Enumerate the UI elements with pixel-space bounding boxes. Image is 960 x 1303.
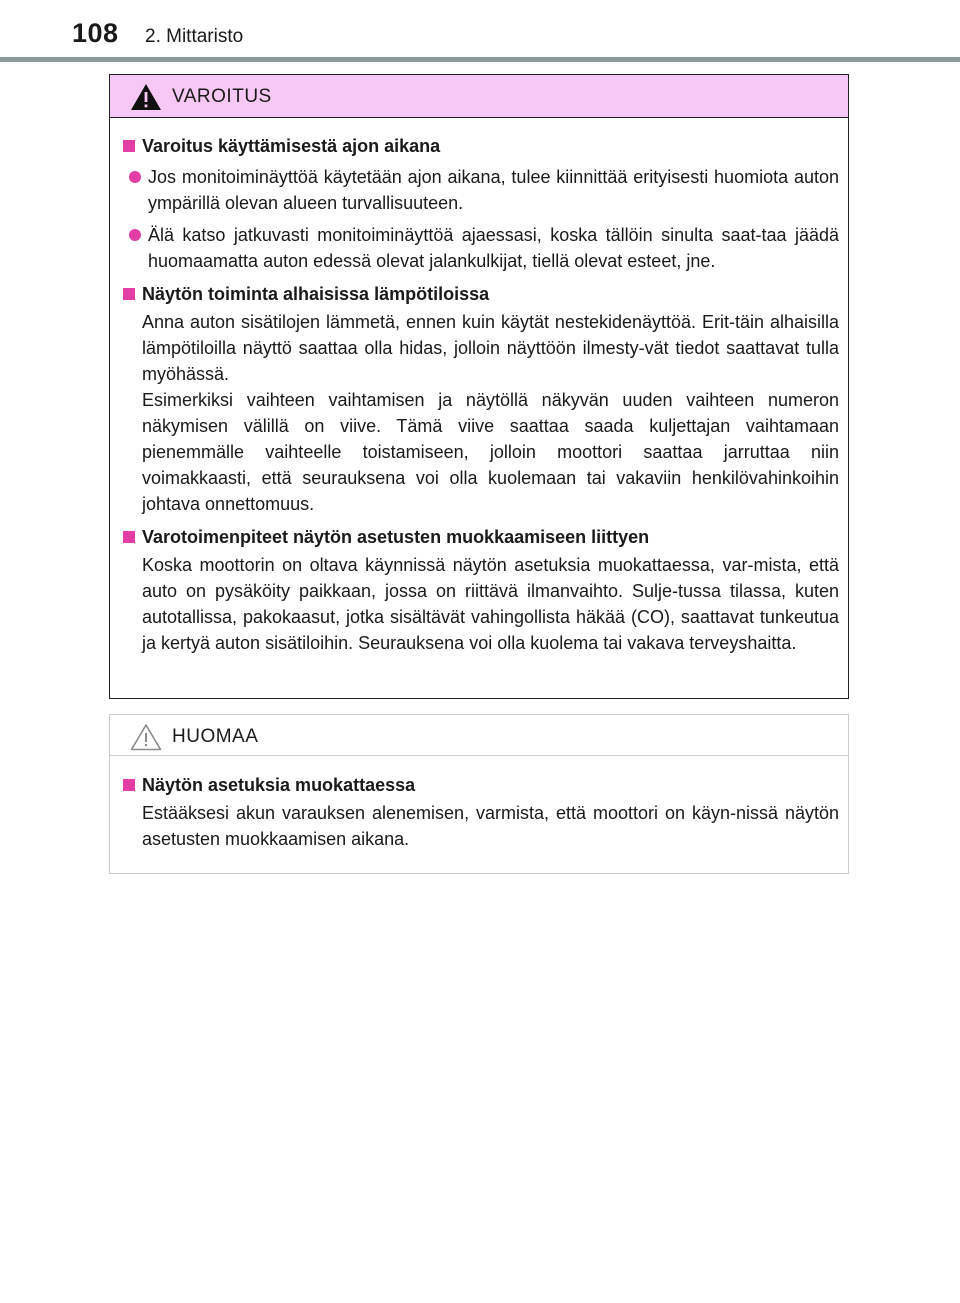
section-title-settings-precautions: Varotoimenpiteet näytön asetusten muokkaamiseen liittyen [123, 525, 839, 549]
bullet-item: Jos monitoiminäyttöä käytetään ajon aikana, tulee kiinnittää erityisesti huomiota auton ympärillä olevan alueen turvallisuuteen. [123, 164, 839, 216]
page-number: 108 [72, 18, 119, 48]
warning-triangle-outline-icon [130, 723, 162, 751]
notice-body [110, 756, 848, 852]
paragraph: Koska moottorin on oltava käynnissä näytön asetuksia muokattaessa, var-mista, että auto on pysäköity paikkaan, jossa on riittävä ilmanvaihto. Sulje-tussa tilassa, kuten autotallissa, pakokaasut, jotka sisältävät vahingollista häkää (CO), saattavat tunkeutua ja kertyä auton sisätiloihin. Seurauksena voi olla kuolema tai vakava terveyshaitta. [142, 555, 839, 653]
paragraph: Anna auton sisätilojen lämmetä, ennen kuin käytät nestekidenäyttöä. Erit-täin alhaisilla lämpötiloilla näyttö saattaa olla hidas, jolloin näyttöön ilmesty-vät tiedot saattavat tulla myöhässä. [142, 312, 839, 384]
square-bullet-icon [123, 779, 135, 791]
round-bullet-icon [129, 171, 141, 183]
notice-box [109, 714, 849, 874]
square-bullet-icon [123, 288, 135, 300]
page-header [0, 0, 960, 62]
warning-body [110, 118, 848, 656]
warning-header [110, 75, 848, 118]
paragraph: Estääksesi akun varauksen alenemisen, varmista, että moottori on käyn-nissä näytön asetusten muokkaamisen aikana. [142, 803, 839, 849]
bullet-item: Älä katso jatkuvasti monitoiminäyttöä ajaessasi, koska tällöin sinulta saat-taa jäädä huomaamatta auton edessä olevat jalankulkijat, tiellä olevat esteet, jne. [123, 222, 839, 274]
section-title-settings-editing: Näytön asetuksia muokattaessa [123, 773, 839, 797]
round-bullet-icon [129, 229, 141, 241]
section-title: 2. Mittaristo [145, 26, 244, 47]
header-rule [0, 57, 960, 62]
warning-box [109, 74, 849, 699]
warning-triangle-icon [130, 83, 162, 111]
notice-heading: HUOMAA [172, 726, 259, 747]
section-title-driving: Varoitus käyttämisestä ajon aikana [123, 134, 839, 158]
section-title-low-temperature: Näytön toiminta alhaisissa lämpötiloissa [123, 282, 839, 306]
warning-heading: VAROITUS [172, 86, 272, 107]
square-bullet-icon [123, 531, 135, 543]
paragraph: Esimerkiksi vaihteen vaihtamisen ja näytöllä näkyvän uuden vaihteen numeron näkymisen välillä on viive. Tämä viive saattaa saada kuljettajan vaihtamaan pienemmälle vaihteelle toistamiseen, jolloin moottori saattaa jarruttaa niin voimakkaasti, että seurauksena voi olla kuolemaan tai vakaviin henkilövahinkoihin johtava onnettomuus. [142, 390, 839, 514]
notice-header [110, 715, 848, 756]
square-bullet-icon [123, 140, 135, 152]
